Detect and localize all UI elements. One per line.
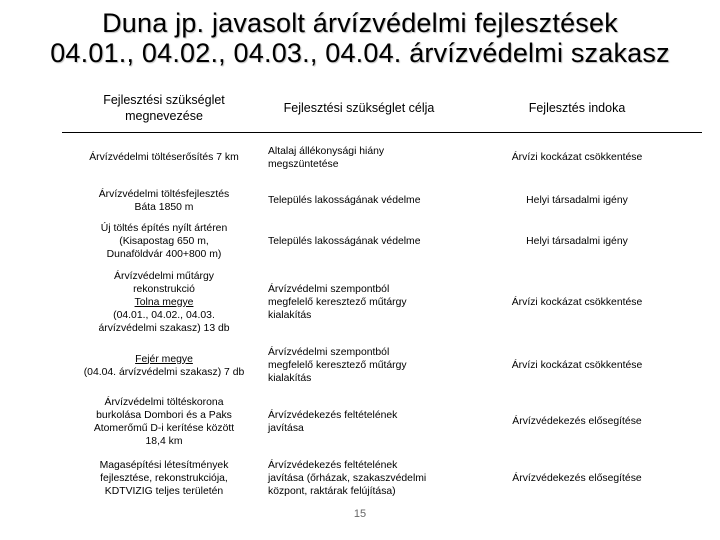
slide-title (0, 8, 720, 68)
goal-line: Település lakosságának védelme (268, 195, 421, 206)
name-line: fejlesztése, rekonstrukciója, (100, 473, 228, 484)
need-name-cell (62, 265, 266, 341)
header-need-goal: Fejlesztési szükséglet célja (266, 88, 452, 133)
goal-line: megfelelő keresztező műtárgy (268, 360, 407, 371)
name-line: (04.04. árvízvédelmi szakasz) 7 db (83, 366, 245, 378)
need-name-cell (62, 219, 266, 265)
need-goal-cell (266, 265, 452, 341)
goal-line: központ, raktárak felújítása) (268, 486, 396, 497)
need-goal-cell (266, 391, 452, 453)
name-line: Dunaföldvár 400+800 m) (106, 249, 222, 260)
goal-line: javítása (268, 422, 304, 434)
name-line: árvízvédelmi szakasz) 13 db (98, 323, 230, 334)
goal-line: Árvízvédekezés feltételének (268, 409, 398, 421)
name-line: Árvízvédelmi töltéserősítés 7 km (89, 152, 239, 164)
page-number: 15 (353, 508, 367, 520)
reason-cell: Árvízvédekezés elősegítése (512, 416, 642, 427)
table-row (62, 391, 702, 453)
reason-cell: Árvízi kockázat csökkentése (511, 152, 643, 164)
name-line: (Kisapostag 650 m, (119, 236, 209, 247)
table-row (62, 341, 702, 391)
name-line: Báta 1850 m (134, 201, 194, 213)
name-line: Atomerőmű D-i kerítése között (93, 422, 235, 434)
county-label-tolna: Tolna megye (134, 297, 194, 308)
reason-cell: Helyi társadalmi igény (526, 195, 628, 206)
table-row (62, 453, 702, 505)
name-line: Új töltés építés nyílt ártéren (100, 223, 228, 234)
table-row (62, 265, 702, 341)
reason-cell: Árvízi kockázat csökkentése (511, 297, 643, 308)
name-line: Árvízvédelmi műtárgy (114, 271, 214, 282)
need-goal-cell (266, 453, 452, 505)
goal-line: javítása (őrházak, szakaszvédelmi (268, 473, 427, 484)
need-name-cell (62, 341, 266, 391)
table-row (62, 133, 702, 183)
table-row (62, 219, 702, 265)
goal-line: Árvízvédelmi szempontból (268, 284, 390, 295)
header-reason: Fejlesztés indoka (452, 88, 702, 133)
goal-line: megszüntetése (268, 158, 339, 170)
reason-cell: Árvízvédekezés elősegítése (512, 473, 642, 484)
need-name-cell (62, 133, 266, 183)
goal-line: Altalaj állékonysági hiány (268, 145, 385, 157)
need-goal-cell (266, 183, 452, 219)
county-label-fejer: Fejér megye (135, 353, 193, 365)
goal-line: kialakítás (268, 373, 312, 384)
need-name-cell (62, 391, 266, 453)
need-goal-cell (266, 341, 452, 391)
name-line: Árvízvédelmi töltésfejlesztés (98, 188, 230, 200)
name-line: KDTVIZIG teljes területén (104, 486, 224, 497)
reason-cell: Árvízi kockázat csökkentése (511, 360, 643, 371)
goal-line: kialakítás (268, 310, 312, 321)
reason-cell: Helyi társadalmi igény (526, 236, 628, 247)
table-header-row (62, 88, 702, 133)
goal-line: Település lakosságának védelme (268, 236, 421, 247)
name-line: Árvízvédelmi töltéskorona (104, 396, 224, 408)
name-line: 18,4 km (145, 435, 183, 447)
goal-line: Árvízvédelmi szempontból (268, 347, 390, 358)
need-name-cell (62, 453, 266, 505)
name-line: Magasépítési létesítmények (99, 460, 229, 471)
need-goal-cell (266, 133, 452, 183)
title-line-1: Duna jp. javasolt árvízvédelmi fejlesztések (102, 8, 618, 38)
header-need-name: Fejlesztési szükséglet megnevezése (62, 88, 266, 133)
title-line-2: 04.01., 04.02., 04.03., 04.04. árvízvédelmi szakasz (50, 38, 670, 68)
name-line: burkolása Dombori és a Paks (96, 409, 232, 421)
table-row (62, 183, 702, 219)
development-table (62, 88, 702, 505)
name-line: (04.01., 04.02., 04.03. (113, 310, 215, 321)
need-goal-cell (266, 219, 452, 265)
name-line: rekonstrukció (133, 284, 195, 295)
goal-line: Árvízvédekezés feltételének (268, 460, 398, 471)
goal-line: megfelelő keresztező műtárgy (268, 297, 407, 308)
need-name-cell (62, 183, 266, 219)
